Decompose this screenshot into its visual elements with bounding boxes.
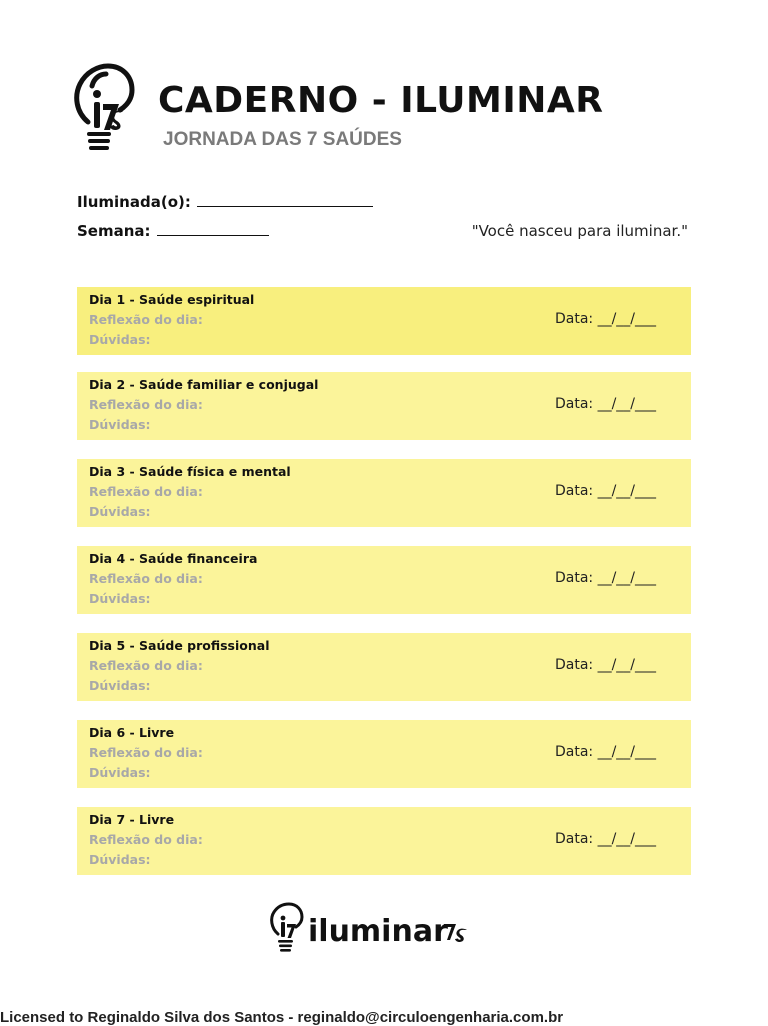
- day-title: Dia 3 - Saúde física e mental: [89, 464, 291, 479]
- date-field[interactable]: Data: __/__/___: [555, 744, 657, 760]
- semana-blank-line[interactable]: [157, 223, 269, 236]
- date-field[interactable]: Data: __/__/___: [555, 311, 657, 327]
- reflexao-label: Reflexão do dia:: [89, 312, 203, 327]
- day-title: Dia 5 - Saúde profissional: [89, 638, 270, 653]
- lightbulb-logo-icon: [272, 904, 302, 952]
- footer-logo-text: iluminar: [308, 914, 448, 949]
- date-field[interactable]: Data: __/__/___: [555, 396, 657, 412]
- date-field[interactable]: Data: __/__/___: [555, 831, 657, 847]
- semana-field[interactable]: [77, 222, 269, 240]
- day-title: Dia 6 - Livre: [89, 725, 175, 740]
- day-title: Dia 2 - Saúde familiar e conjugal: [89, 377, 319, 392]
- day-card: [77, 287, 691, 355]
- day-card: [77, 459, 691, 527]
- day-card: [77, 372, 691, 440]
- reflexao-label: Reflexão do dia:: [89, 745, 203, 760]
- reflexao-label: Reflexão do dia:: [89, 484, 203, 499]
- day-title: Dia 7 - Livre: [89, 812, 175, 827]
- reflexao-label: Reflexão do dia:: [89, 658, 203, 673]
- lightbulb-logo-icon: [70, 60, 142, 156]
- duvidas-label: Dúvidas:: [89, 504, 151, 519]
- day-card: [77, 546, 691, 614]
- iluminar-logo: [268, 900, 474, 956]
- day-title: Dia 1 - Saúde espiritual: [89, 292, 255, 307]
- day-card: [77, 720, 691, 788]
- date-field[interactable]: Data: __/__/___: [555, 657, 657, 673]
- page-title: CADERNO - ILUMINAR: [158, 80, 604, 121]
- date-field[interactable]: Data: __/__/___: [555, 570, 657, 586]
- duvidas-label: Dúvidas:: [89, 678, 151, 693]
- reflexao-label: Reflexão do dia:: [89, 397, 203, 412]
- license-text: Licensed to Reginaldo Silva dos Santos - reginaldo@circuloengenharia.com.br: [0, 1009, 564, 1026]
- day-title: Dia 4 - Saúde financeira: [89, 551, 258, 566]
- duvidas-label: Dúvidas:: [89, 332, 151, 347]
- duvidas-label: Dúvidas:: [89, 852, 151, 867]
- semana-label: Semana:: [77, 222, 151, 240]
- duvidas-label: Dúvidas:: [89, 417, 151, 432]
- reflexao-label: Reflexão do dia:: [89, 832, 203, 847]
- day-card: [77, 633, 691, 701]
- page-subtitle: JORNADA DAS 7 SAÚDES: [163, 129, 402, 150]
- reflexao-label: Reflexão do dia:: [89, 571, 203, 586]
- day-card: [77, 807, 691, 875]
- duvidas-label: Dúvidas:: [89, 765, 151, 780]
- iluminada-label: Iluminada(o):: [77, 193, 191, 211]
- iluminada-field[interactable]: [77, 193, 373, 211]
- iluminada-blank-line[interactable]: [197, 194, 373, 207]
- date-field[interactable]: Data: __/__/___: [555, 483, 657, 499]
- motto-quote: "Você nasceu para iluminar.": [471, 222, 688, 240]
- duvidas-label: Dúvidas:: [89, 591, 151, 606]
